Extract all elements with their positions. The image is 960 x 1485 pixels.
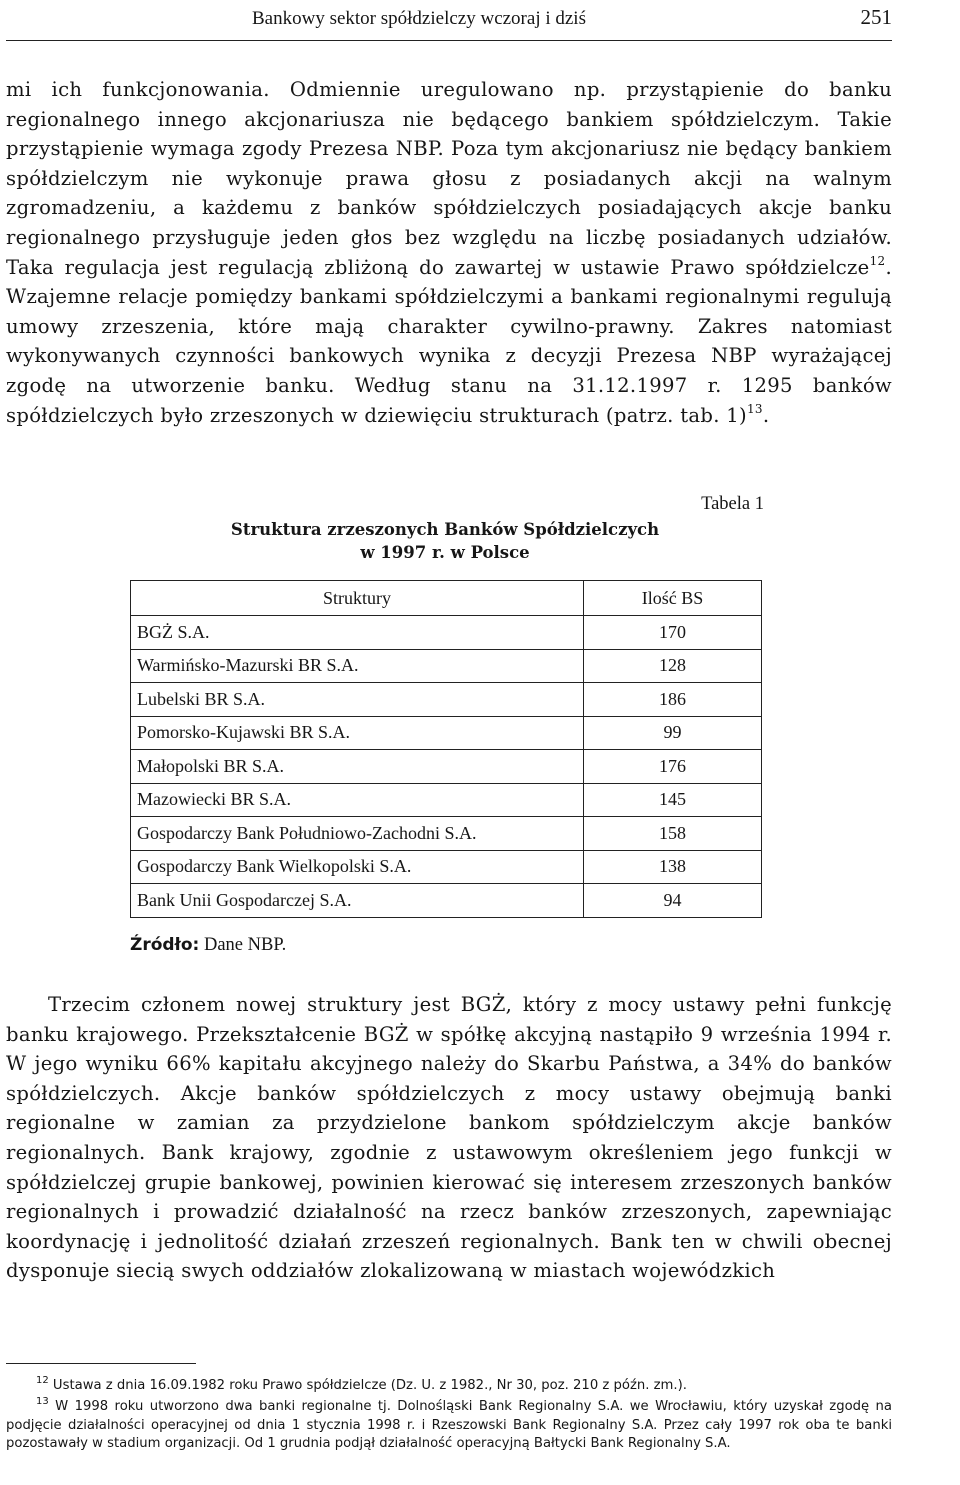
body-paragraph-1 [6, 75, 892, 430]
body-paragraph-2: Trzecim członem nowej struktury jest BGŻ, który z mocy ustawy pełni funkcję banku krajowego. Przekształcenie BGŻ w spółkę akcyjną nastąpiło 9 września 1994 r. W jego wyniku 66% kapitału akcyjnego należy do Skarbu Państwa, a 34% do banków spółdzielczych. Akcje banków spółdzielczych z mocy ustawy obejmują banki regionalne w zamian za przydzielone bankom spółdzielczym akcje banków regionalnych. Bank krajowy, zgodnie z ustawowym określeniem jego funkcji w spółdzielczej grupie bankowej, powinien kierować się interesem zrzeszonych banków regionalnych i prowadzić działalność na rzecz banków zrzeszonych, zapewniając koordynację i jednolitość działań zrzeszeń regionalnych. Bank ten w chwili obecnej dysponuje siecią swych oddziałów zlokalizowaną w miastach wojewódzkich [6, 993, 892, 1283]
bank-count-cell: 138 [584, 850, 762, 884]
structure-name-cell: Pomorsko-Kujawski BR S.A. [131, 716, 584, 750]
table-row [131, 649, 762, 683]
bank-count-cell: 99 [584, 716, 762, 750]
footnote-text: W 1998 roku utworzono dwa banki regionalne tj. Dolnośląski Bank Regionalny S.A. we Wrocławiu, który uzyskał zgodę na podjęcie działalności operacyjnej od dnia 1 stycznia 1998 r. i Rzeszowski Bank Regionalny S.A. Przez cały 1997 rok oba te banki pozostawały w stadium organizacji. Od 1 grudnia podjął działalność operacyjną Bałtycki Bank Regionalny S.A. [6, 1399, 892, 1451]
footnote-number: 13 [36, 1396, 49, 1407]
running-header [6, 5, 892, 34]
footnote-ref-13[interactable]: 13 [746, 401, 763, 416]
structure-name-cell: Lubelski BR S.A. [131, 683, 584, 717]
structure-name-cell: Gospodarczy Bank Południowo-Zachodni S.A. [131, 817, 584, 851]
bank-count-cell: 158 [584, 817, 762, 851]
structure-name-cell: Bank Unii Gospodarczej S.A. [131, 884, 584, 918]
structure-name-cell: Małopolski BR S.A. [131, 750, 584, 784]
structure-name-cell: Gospodarczy Bank Wielkopolski S.A. [131, 850, 584, 884]
bank-count-cell: 170 [584, 616, 762, 650]
header-rule [6, 40, 892, 41]
footnote-rule [6, 1363, 196, 1364]
source-text: Dane NBP. [199, 935, 287, 955]
bank-count-cell: 176 [584, 750, 762, 784]
footnote-ref-12[interactable]: 12 [869, 253, 886, 268]
bank-count-cell: 94 [584, 884, 762, 918]
table-title-line-2: w 1997 r. w Polsce [360, 543, 530, 562]
banks-table [130, 580, 762, 918]
bank-count-cell: 145 [584, 783, 762, 817]
column-header-structures: Struktury [131, 581, 584, 616]
paragraph-1-text-a: mi ich funkcjonowania. Odmiennie uregulowano np. przystąpienie do banku regionalnego innego akcjonariusza nie będącego bankiem spółdzielczym. Takie przystąpienie wymaga zgody Prezesa NBP. Poza tym akcjonariusz nie będący bankiem spółdzielczym nie wykonuje prawa głosu z posiadanych akcji na walnym zgromadzeniu, a każdemu z banków spółdzielczych posiadających akcje banku regionalnego przysługuje jeden głos bez względu na liczbę posiadanych udziałów. Taka regulacja jest regulacją zbliżoną do zawartej w ustawie Prawo spółdzielcze [6, 78, 892, 279]
footnote-12 [6, 1377, 892, 1396]
bank-count-cell: 128 [584, 649, 762, 683]
page-number: 251 [860, 5, 892, 29]
table-row [131, 884, 762, 918]
table-row [131, 616, 762, 650]
table-row [131, 817, 762, 851]
footnote-13 [6, 1398, 892, 1454]
table-row [131, 716, 762, 750]
running-header-title: Bankowy sektor spółdzielczy wczoraj i dziś [252, 8, 586, 29]
table-row [131, 683, 762, 717]
table-row [131, 750, 762, 784]
column-header-count: Ilość BS [584, 581, 762, 616]
table-label: Tabela 1 [701, 494, 764, 514]
structure-name-cell: Warmińsko-Mazurski BR S.A. [131, 649, 584, 683]
table-source [130, 935, 286, 956]
table-row [131, 850, 762, 884]
footnote-number: 12 [36, 1375, 49, 1386]
footnote-text: Ustawa z dnia 16.09.1982 roku Prawo spółdzielcze (Dz. U. z 1982., Nr 30, poz. 210 z późn. zm.). [48, 1378, 687, 1393]
source-label: Źródło: [130, 935, 200, 955]
structure-name-cell: Mazowiecki BR S.A. [131, 783, 584, 817]
bank-count-cell: 186 [584, 683, 762, 717]
structure-name-cell: BGŻ S.A. [131, 616, 584, 650]
table-row [131, 783, 762, 817]
paragraph-1-text-c: . [762, 403, 770, 427]
table-title-line-1: Struktura zrzeszonych Banków Spółdzielczych [230, 520, 660, 539]
table-header-row [131, 581, 762, 616]
paragraph-1-text-b: . Wzajemne relacje pomiędzy bankami spółdzielczymi a bankami regionalnymi regulują umowy zrzeszenia, które mają charakter cywilno-prawny. Zakres natomiast wykonywanych czynności bankowych wynika z decyzji Prezesa NBP wyrażającej zgodę na utworzenie banku. Według stanu na 31.12.1997 r. 1295 banków spółdzielczych było zrzeszonych w dziewięciu strukturach (patrz. tab. 1) [6, 255, 892, 427]
